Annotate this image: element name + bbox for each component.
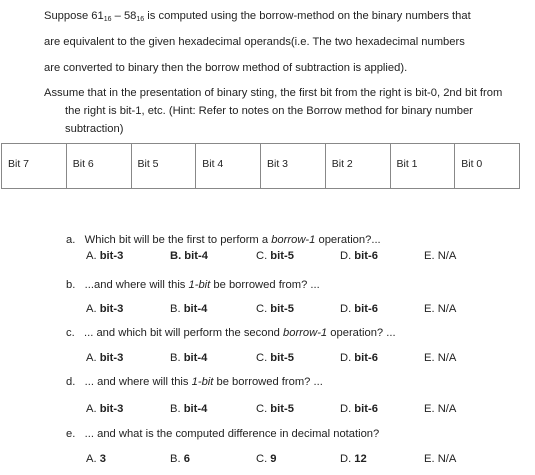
assume-line-3: subtraction): [65, 123, 124, 135]
bit-cell: Bit 6: [67, 144, 132, 188]
option-e-D[interactable]: D. 12: [340, 453, 367, 465]
option-d-D[interactable]: D. bit-6: [340, 403, 378, 415]
option-e-E[interactable]: E. N/A: [424, 453, 457, 465]
assume-line-1: Assume that in the presentation of binary sting, the first bit from the right is bit-0, 2nd bit from: [44, 87, 503, 99]
option-d-B[interactable]: B. bit-4: [170, 403, 208, 415]
option-b-A[interactable]: A. bit-3: [86, 303, 124, 315]
assume-line-2: the right is bit-1, etc. (Hint: Refer to notes on the Borrow method for binary number: [65, 105, 473, 117]
bit-cell: Bit 0: [461, 158, 483, 170]
option-b-B[interactable]: B. bit-4: [170, 303, 208, 315]
option-a-C[interactable]: C. bit-5: [256, 250, 294, 262]
intro-line-3: are converted to binary then the borrow method of subtraction is applied).: [44, 62, 408, 74]
bit-cell: Bit 7: [2, 144, 67, 188]
question-a: a. Which bit will be the first to perform a borrow-1 operation?...: [66, 234, 381, 246]
option-a-E[interactable]: E. N/A: [424, 250, 457, 262]
option-e-B[interactable]: B. 6: [170, 453, 190, 465]
bit-cell: Bit 1: [391, 144, 456, 188]
option-b-C[interactable]: C. bit-5: [256, 303, 294, 315]
option-d-E[interactable]: E. N/A: [424, 403, 457, 415]
question-b: b. ...and where will this 1-bit be borrowed from? ...: [66, 279, 320, 291]
option-c-C[interactable]: C. bit-5: [256, 352, 294, 364]
option-b-D[interactable]: D. bit-6: [340, 303, 378, 315]
question-c: c. ... and which bit will perform the second borrow-1 operation? ...: [66, 327, 396, 339]
option-c-D[interactable]: D. bit-6: [340, 352, 378, 364]
option-a-D[interactable]: D. bit-6: [340, 250, 378, 262]
option-e-C[interactable]: C. 9: [256, 453, 277, 465]
bit-cell: Bit 3: [261, 144, 326, 188]
option-e-A[interactable]: A. 3: [86, 453, 106, 465]
intro-line-1: Suppose $61_{16} - 58_{16}$ is computed using the borrow-method on the binary numbers that: [44, 10, 471, 23]
intro-line-2: are equivalent to the given hexadecimal operands(i.e. The two hexadecimal numbers: [44, 36, 465, 48]
option-d-A[interactable]: A. bit-3: [86, 403, 124, 415]
option-d-C[interactable]: C. bit-5: [256, 403, 294, 415]
option-a-B[interactable]: B. bit-4: [170, 250, 208, 262]
option-b-E[interactable]: E. N/A: [424, 303, 457, 315]
bit-cell: Bit 2: [326, 144, 391, 188]
option-c-A[interactable]: A. bit-3: [86, 352, 124, 364]
option-a-A[interactable]: A. bit-3: [86, 250, 124, 262]
option-c-B[interactable]: B. bit-4: [170, 352, 208, 364]
bit-table: [1, 143, 520, 189]
bit-cell: Bit 4: [196, 144, 261, 188]
option-c-E[interactable]: E. N/A: [424, 352, 457, 364]
question-d: d. ... and where will this 1-bit be borrowed from? ...: [66, 376, 323, 388]
bit-cell: Bit 5: [132, 144, 197, 188]
question-e: e. ... and what is the computed difference in decimal notation?: [66, 428, 380, 440]
